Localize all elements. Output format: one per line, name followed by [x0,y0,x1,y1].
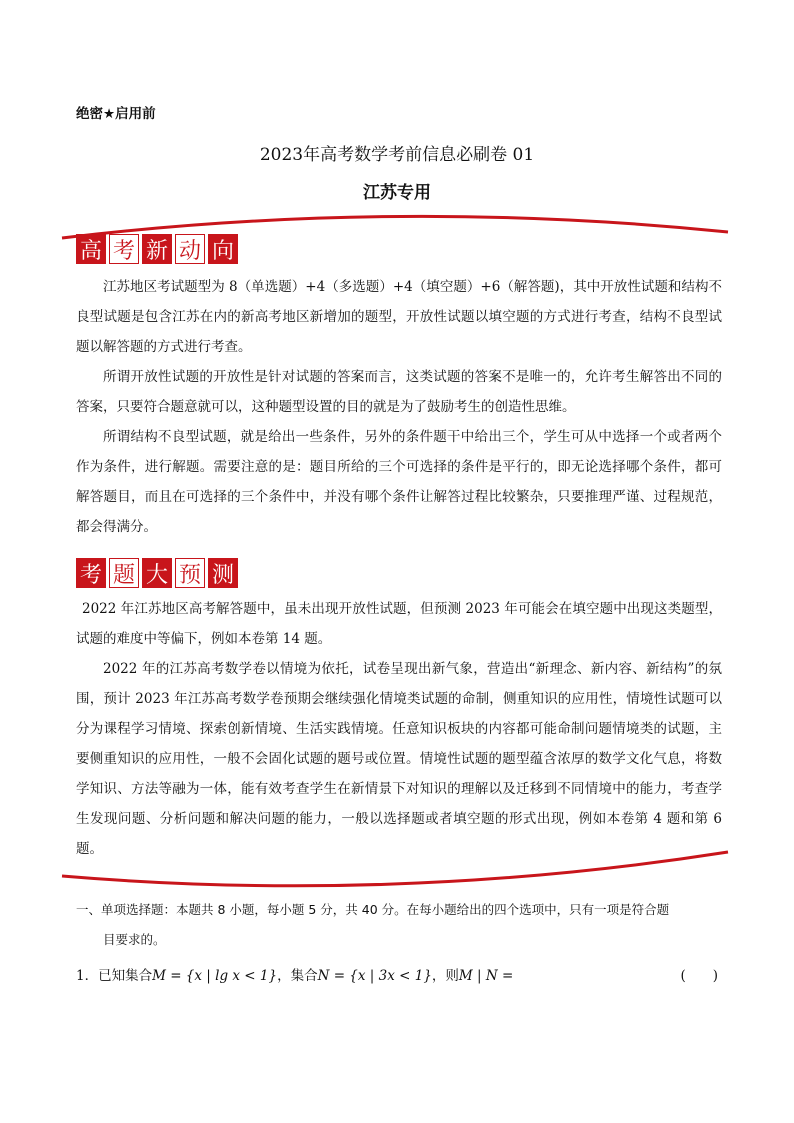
question-number: 1． [76,968,99,984]
banner-char: 测 [208,558,238,588]
banner-char: 预 [175,558,205,588]
banner-new-trends [76,234,238,264]
paragraph: 所谓结构不良型试题，就是给出一些条件，另外的条件题干中给出三个，学生可从中选择一个或者两个作为条件，进行解题。需要注意的是：题目所给的三个可选择的条件是平行的，即无论选择哪个条件，都可解答题目，而且在可选择的三个条件中，并没有哪个条件让解答过程比较繁杂，只要推理严谨、过程规范，都会得满分。 [76,429,722,535]
part-one-line: 目要求的。 [103,932,166,947]
paragraph: 所谓开放性试题的开放性是针对试题的答案而言，这类试题的答案不是唯一的，允许考生解答出不同的答案，只要符合题意就可以，这种题型设置的目的就是为了鼓励考生的创造性思维。 [76,369,722,415]
banner-char: 考 [109,234,139,264]
paragraph: 江苏地区考试题型为 8（单选题）+4（多选题）+4（填空题）+6（解答题)，其中开放性试题和结构不良型试题是包含江苏在内的新高考地区新增加的题型，开放性试题以填空题的方式进行考查，结构不良型试题以解答题的方式进行考查。 [76,279,722,355]
question-text: ，集合 [277,968,318,984]
question-1 [76,964,722,988]
secret-label: 绝密★启用前 [76,106,156,122]
bottom-arc-divider [60,848,730,888]
question-text: ，则 [431,968,459,984]
banner-char: 向 [208,234,238,264]
banner-exam-forecast [76,558,238,588]
paragraph: 2022 年的江苏高考数学卷以情境为依托，试卷呈现出新气象，营造出“新理念、新内容、新结构”的氛围，预计 2023 年江苏高考数学卷预期会继续强化情境类试题的命制，侧重知识的应用性，情境性试题可以分为课程学习情境、探索创新情境、生活实践情境。任意知识板块的内容都可能命制问题情境类的试题，主要侧重知识的应用性，一般不会固化试题的题号或位置。情境性试题的题型蕴含浓厚的数学文化气息，将数学知识、方法等融为一体，能有效考查学生在新情景下对知识的理解以及迁移到不同情境中的能力，考查学生发现问题、分析问题和解决问题的能力，一般以选择题或者填空题的形式出现，例如本卷第 4 题和第 6 题。 [76,661,722,857]
paragraph: 2022 年江苏地区高考解答题中，虽未出现开放性试题，但预测 2023 年可能会在填空题中出现这类题型，试题的难度中等偏下，例如本卷第 14 题。 [76,601,722,647]
set-m: M = {x | lg x < 1} [152,968,278,984]
answer-parentheses: ( ) [680,968,718,984]
section-exam-forecast [76,594,722,864]
banner-char: 高 [76,234,106,264]
part-one-line: 一、单项选择题：本题共 8 小题，每小题 5 分，共 40 分。在每小题给出的四个选项中，只有一项是符合题 [76,902,670,917]
section-new-trends [76,272,722,542]
part-one-heading [76,895,722,955]
page-title: 2023年高考数学考前信息必刷卷 01 [259,145,535,165]
set-expression: M | N = [458,968,514,984]
question-text: 已知集合 [98,968,153,984]
banner-char: 题 [109,558,139,588]
banner-char: 新 [142,234,172,264]
banner-char: 考 [76,558,106,588]
set-n: N = {x | 3x < 1} [317,968,432,984]
banner-char: 大 [142,558,172,588]
page-subtitle: 江苏专用 [363,183,431,203]
banner-char: 动 [175,234,205,264]
